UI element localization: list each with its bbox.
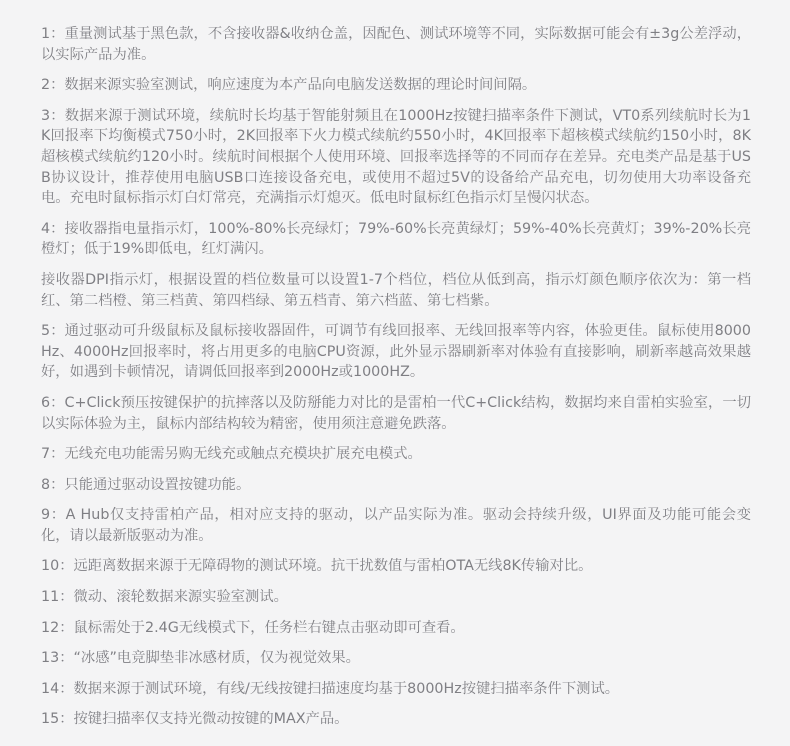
- footnote-1: 1：重量测试基于黑色款，不含接收器&收纳仓盖，因配色、测试环境等不同，实际数据可能会有±3g公差浮动，以实际产品为准。: [41, 26, 751, 63]
- footnote-4: 4：接收器指电量指示灯，100%-80%长亮绿灯；79%-60%长亮黄绿灯；59%-40%长亮黄灯；39%-20%长亮橙灯；低于19%即低电，红灯满闪。: [41, 220, 751, 258]
- footnote-15: 15：按键扫描率仅支持光微动按键的MAX产品。: [41, 711, 349, 728]
- footnote-12: 12：鼠标需处于2.4G无线模式下，任务栏右键点击驱动即可查看。: [41, 619, 465, 636]
- footnote-14: 14：数据来源于测试环境，有线/无线按键扫描速度均基于8000Hz按键扫描率条件下测试。: [41, 680, 620, 697]
- footnote-10: 10：远距离数据来源于无障碍物的测试环境。抗干扰数值与雷柏OTA无线8K传输对比。: [41, 558, 593, 575]
- footnotes-list: [41, 24, 751, 730]
- footnote-6: 6：C+Click预压按键保护的抗摔落以及防掰能力对比的是雷柏一代C+Click结构，数据均来自雷柏实验室，一切以实际体验为主，鼠标内部结构较为精密，使用须注意避免跌落。: [41, 394, 751, 432]
- footnote-2: 2：数据来源实验室测试，响应速度为本产品向电脑发送数据的理论时间间隔。: [41, 77, 537, 94]
- footnote-13: 13：“冰感”电竞脚垫非冰感材质，仅为视觉效果。: [41, 650, 360, 667]
- footnote-5: 5：通过驱动可升级鼠标及鼠标接收器固件，可调节有线回报率、无线回报率等内容，体验更佳。鼠标使用8000Hz、4000Hz回报率时，将占用更多的电脑CPU资源，此外显示器刷新率对体验有直接影响，刷新率越高效果越好，如遇到卡顿情况，请调低回报率到2000Hz或1000HZ。: [41, 323, 751, 381]
- footnote-7: 7：无线充电功能需另购无线充或触点充模块扩展充电模式。: [41, 446, 422, 463]
- footnote-11: 11：微动、滚轮数据来源实验室测试。: [41, 589, 288, 606]
- footnote-8: 8：只能通过驱动设置按键功能。: [41, 476, 251, 493]
- footnote-9: 9：A Hub仅支持雷柏产品，相对应支持的驱动，以产品实际为准。驱动会持续升级，UI界面及功能可能会变化，请以最新版驱动为准。: [41, 507, 751, 544]
- footnote-4-dpi: 接收器DPI指示灯，根据设置的档位数量可以设置1-7个档位，档位从低到高，指示灯颜色顺序依次为：第一档红、第二档橙、第三档黄、第四档绿、第五档青、第六档蓝、第七档紫。: [41, 271, 751, 309]
- footnote-3: 3：数据来源于测试环境，续航时长均基于智能射频且在1000Hz按键扫描率条件下测试，VT0系列续航时长为1K回报率下均衡模式750小时，2K回报率下火力模式续航约550小时，4K回报率下超核模式续航约150小时，8K超核模式续航约120小时。续航时间根据个人使用环境、回报率选择等的不同而存在差异。充电类产品是基于USB协议设计，推荐使用电脑USB口连接设备充电，或使用不超过5V的设备给产品充电，切勿使用大功率设备充电。充电时鼠标指示灯白灯常亮，充满指示灯熄灭。低电时鼠标红色指示灯呈慢闪状态。: [41, 107, 751, 207]
